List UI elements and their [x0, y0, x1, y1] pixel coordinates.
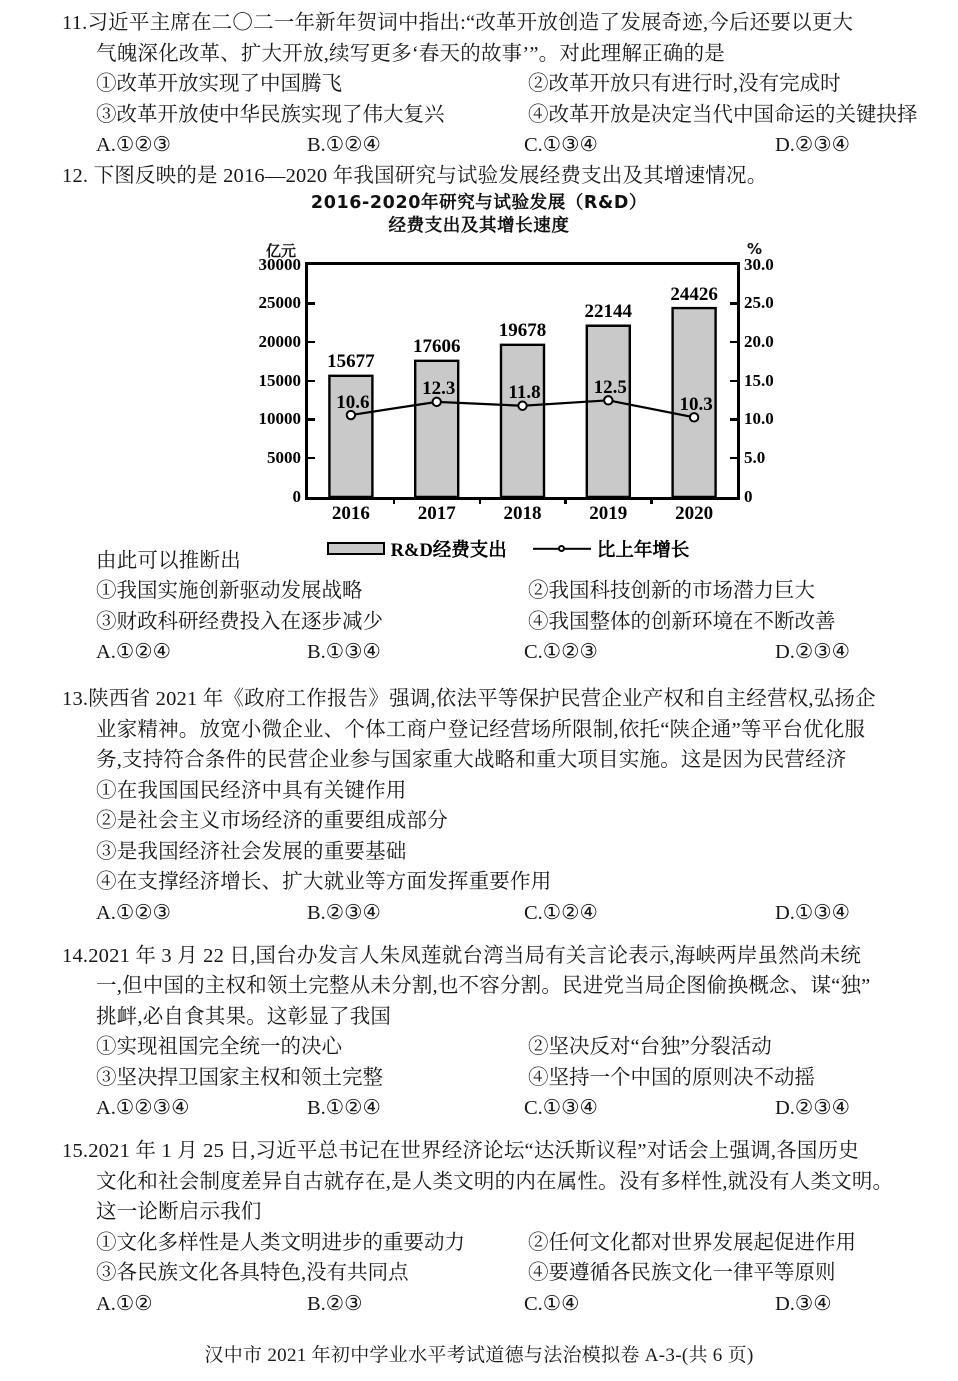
question-14-option-4[interactable]: ④坚持一个中国的原则决不动摇 [528, 1066, 815, 1089]
question-12-option-1[interactable]: ①我国实施创新驱动发展战略 [96, 580, 363, 602]
question-11-option-4[interactable]: ④改革开放是决定当代中国命运的关键抉择 [528, 103, 918, 126]
question-13-answer-row [62, 898, 896, 929]
question-12-answer-d[interactable]: D.②③④ [775, 641, 851, 663]
question-14-option-2[interactable]: ②坚决反对“台独”分裂活动 [528, 1036, 772, 1058]
question-14-answer-row [62, 1093, 896, 1124]
question-13-option-3[interactable]: ③是我国经济社会发展的重要基础 [96, 840, 407, 863]
left-axis-tick-mark [308, 418, 315, 421]
question-13 [0, 684, 958, 929]
x-axis-tick-label: 2019 [589, 502, 628, 524]
question-15-option-1[interactable]: ①文化多样性是人类文明进步的重要动力 [96, 1231, 465, 1254]
question-11-stem-line-2: 气魄深化改革、扩大开放,续写更多‘春天的故事’”。对此理解正确的是 [96, 42, 725, 65]
question-11-answer-a[interactable]: A.①②③ [96, 134, 172, 156]
chart-plot-area [248, 239, 774, 561]
question-11 [0, 8, 958, 161]
question-12-option-3[interactable]: ③财政科研经费投入在逐步减少 [96, 610, 383, 633]
right-axis-tick-mark [730, 380, 737, 383]
x-axis-tick-label: 2017 [417, 502, 456, 524]
right-axis-tick-label: 25.0 [744, 293, 774, 313]
question-15-stem-line-3: 这一论断启示我们 [96, 1201, 262, 1223]
right-axis-tick-label: 15.0 [744, 370, 774, 390]
left-axis-tick-mark [308, 457, 315, 460]
right-axis-tick-mark [730, 302, 737, 305]
question-11-answer-row [62, 130, 896, 161]
question-14-number: 14. [62, 944, 89, 967]
question-11-option-1[interactable]: ①改革开放实现了中国腾飞 [96, 73, 342, 95]
x-axis-tick-mark [479, 497, 482, 504]
question-14-option-1[interactable]: ①实现祖国完全统一的决心 [96, 1036, 342, 1058]
right-axis-tick-label: 20.0 [744, 331, 774, 351]
question-12-answer-a[interactable]: A.①②④ [96, 641, 172, 663]
chart-bar-value-label: 19678 [498, 320, 547, 342]
left-axis-tick-mark [308, 380, 315, 383]
left-axis-tick-label: 5000 [267, 447, 301, 467]
chart-title: 2016-2020年研究与试验发展（R&D） [310, 192, 648, 213]
question-14 [0, 941, 958, 1125]
question-15-answer-c[interactable]: C.①④ [524, 1292, 580, 1315]
x-axis-tick-mark [564, 497, 567, 504]
question-14-answer-d[interactable]: D.②③④ [775, 1097, 851, 1119]
right-axis-tick-mark [730, 457, 737, 460]
question-13-stem-line-1 [62, 684, 896, 715]
question-12 [0, 161, 958, 192]
question-11-option-2[interactable]: ②改革开放只有进行时,没有完成时 [528, 73, 841, 95]
question-13-stem-line-3: 务,支持符合条件的民营企业参与国家重大战略和重大项目实施。这是因为民营经济 [96, 749, 847, 771]
chart-bar [501, 344, 544, 496]
question-12-stem-line-1 [62, 161, 896, 192]
question-12-option-row-1 [62, 576, 896, 607]
right-axis-tick-mark [730, 341, 737, 344]
question-12-option-row-2 [62, 607, 896, 638]
question-14-option-row-1 [62, 1032, 896, 1063]
question-12-lead-in: 由此可以推断出 [96, 549, 241, 572]
chart-line-value-label: 11.8 [508, 382, 541, 404]
chart-subtitle: 经费支出及其增长速度 [388, 215, 570, 236]
chart-line-value-label: 10.6 [336, 391, 370, 413]
right-axis-tick-label: 10.0 [744, 409, 774, 429]
question-14-option-3[interactable]: ③坚决捍卫国家主权和领土完整 [96, 1066, 383, 1089]
question-15-stem-line-2: 文化和社会制度差异自古就存在,是人类文明的内在属性。没有多样性,就没有人类文明。 [96, 1170, 894, 1193]
question-14-stem-line-2: 一,但中国的主权和领土完整从未分割,也不容分割。民进党当局企图偷换概念、谋“独” [96, 975, 871, 997]
question-15-answer-b[interactable]: B.②③ [307, 1292, 363, 1315]
question-12-stem-text-1: 下图反映的是 2016—2020 年我国研究与试验发展经费支出及其增速情况。 [93, 165, 768, 187]
question-12-answer-c[interactable]: C.①②③ [524, 641, 598, 663]
right-axis-tick-label: 30.0 [744, 254, 774, 274]
chart-line-value-label: 12.5 [593, 376, 627, 398]
left-axis-tick-label: 25000 [258, 293, 301, 313]
x-axis-tick-label: 2016 [331, 502, 370, 524]
question-15-stem-text-1: 2021 年 1 月 25 日,习近平总书记在世界经济论坛“达沃斯议程”对话会上强调,各国历史 [88, 1140, 859, 1162]
question-15 [0, 1136, 958, 1320]
x-axis-tick-mark [650, 497, 653, 504]
x-axis-tick-label: 2018 [503, 502, 542, 524]
question-14-answer-c[interactable]: C.①③④ [524, 1097, 598, 1119]
question-13-option-1[interactable]: ①在我国国民经济中具有关键作用 [96, 779, 407, 802]
question-12-option-4[interactable]: ④我国整体的创新环境在不断改善 [528, 610, 836, 633]
question-15-option-2[interactable]: ②任何文化都对世界发展起促进作用 [528, 1231, 856, 1254]
question-15-stem-line-1 [62, 1136, 896, 1167]
question-13-option-4[interactable]: ④在支撑经济增长、扩大就业等方面发挥重要作用 [96, 871, 552, 893]
question-13-number: 13. [62, 688, 89, 710]
page-footer: 汉中市 2021 年初中学业水平考试道德与法治模拟卷 A-3-(共 6 页) [204, 1345, 754, 1366]
chart-line-value-label: 10.3 [679, 393, 713, 415]
legend-label-line: 比上年增长 [596, 540, 690, 561]
question-13-answer-c[interactable]: C.①②④ [524, 901, 598, 924]
question-11-answer-d[interactable]: D.②③④ [775, 134, 851, 156]
question-14-answer-b[interactable]: B.①②④ [307, 1097, 381, 1119]
question-13-answer-b[interactable]: B.②③④ [307, 901, 381, 924]
legend-label-bar: R&D经费支出 [390, 540, 507, 561]
chart-frame [258, 254, 774, 524]
question-12-tail [0, 546, 958, 669]
question-14-option-row-2 [62, 1063, 896, 1094]
question-12-option-2[interactable]: ②我国科技创新的市场潜力巨大 [528, 580, 815, 602]
question-15-option-row-1 [62, 1228, 896, 1259]
question-13-option-2[interactable]: ②是社会主义市场经济的重要组成部分 [96, 810, 448, 832]
question-12-number: 12. [62, 165, 89, 187]
question-15-answer-a[interactable]: A.①② [96, 1292, 153, 1315]
question-11-stem-text-1: 习近平主席在二〇二一年新年贺词中指出:“改革开放创造了发展奇迹,今后还要以更大 [87, 12, 854, 34]
question-13-answer-d[interactable]: D.①③④ [775, 901, 851, 924]
left-axis-tick-label: 10000 [258, 409, 301, 429]
question-14-answer-a[interactable]: A.①②③④ [96, 1097, 190, 1119]
chart-line-value-label: 12.3 [422, 378, 456, 400]
question-15-option-row-2 [62, 1258, 896, 1289]
question-14-stem-line-1 [62, 941, 896, 972]
chart-bar-value-label: 15677 [327, 351, 375, 373]
question-15-answer-d[interactable]: D.③④ [775, 1292, 832, 1315]
question-13-stem-text-1: 陕西省 2021 年《政府工作报告》强调,依法平等保护民营企业产权和自主经营权,弘扬企 [88, 688, 876, 710]
left-axis-tick-label: 15000 [258, 370, 301, 390]
right-axis-unit: % [746, 239, 762, 258]
question-11-answer-b[interactable]: B.①②④ [307, 134, 381, 156]
question-11-option-row-1 [62, 69, 896, 100]
question-11-option-row-2 [62, 100, 918, 131]
left-axis-tick-label: 30000 [258, 254, 301, 274]
question-15-number: 15. [62, 1140, 89, 1162]
x-axis-tick-label: 2020 [675, 502, 714, 524]
question-15-option-3[interactable]: ③各民族文化各具特色,没有共同点 [96, 1262, 409, 1284]
question-15-option-4[interactable]: ④要遵循各民族文化一律平等原则 [528, 1262, 836, 1284]
question-11-number: 11. [62, 12, 88, 34]
question-11-stem-line-1 [62, 8, 896, 39]
question-12-answer-row [62, 637, 896, 668]
left-axis-tick-mark [308, 302, 315, 305]
left-axis-tick-label: 0 [292, 486, 301, 506]
x-axis-tick-mark [393, 497, 396, 504]
question-13-answer-a[interactable]: A.①②③ [96, 901, 172, 924]
question-13-stem-line-2: 业家精神。放宽小微企业、个体工商户登记经营场所限制,依托“陕企通”等平台优化服 [96, 718, 866, 741]
chart-bar-value-label: 24426 [670, 283, 718, 305]
question-14-stem-line-3: 挑衅,必自食其果。这彰显了我国 [96, 1005, 392, 1028]
question-14-stem-text-1: 2021 年 3 月 22 日,国台办发言人朱凤莲就台湾当局有关言论表示,海峡两岸虽然尚未统 [88, 944, 862, 967]
chart-bar-value-label: 22144 [584, 301, 633, 323]
left-axis-tick-mark [308, 341, 315, 344]
question-12-answer-b[interactable]: B.①③④ [307, 641, 381, 663]
question-11-option-3[interactable]: ③改革开放使中华民族实现了伟大复兴 [96, 103, 445, 126]
chart-bar-value-label: 17606 [412, 336, 461, 358]
left-axis-tick-label: 20000 [258, 331, 301, 351]
left-axis-unit: 亿元 [266, 241, 297, 260]
right-axis-tick-mark [730, 418, 737, 421]
right-axis-tick-label: 5.0 [744, 447, 766, 467]
question-15-answer-row [62, 1289, 896, 1320]
question-11-answer-c[interactable]: C.①③④ [524, 134, 598, 156]
chart-bar [587, 325, 630, 496]
right-axis-tick-label: 0 [744, 486, 753, 506]
